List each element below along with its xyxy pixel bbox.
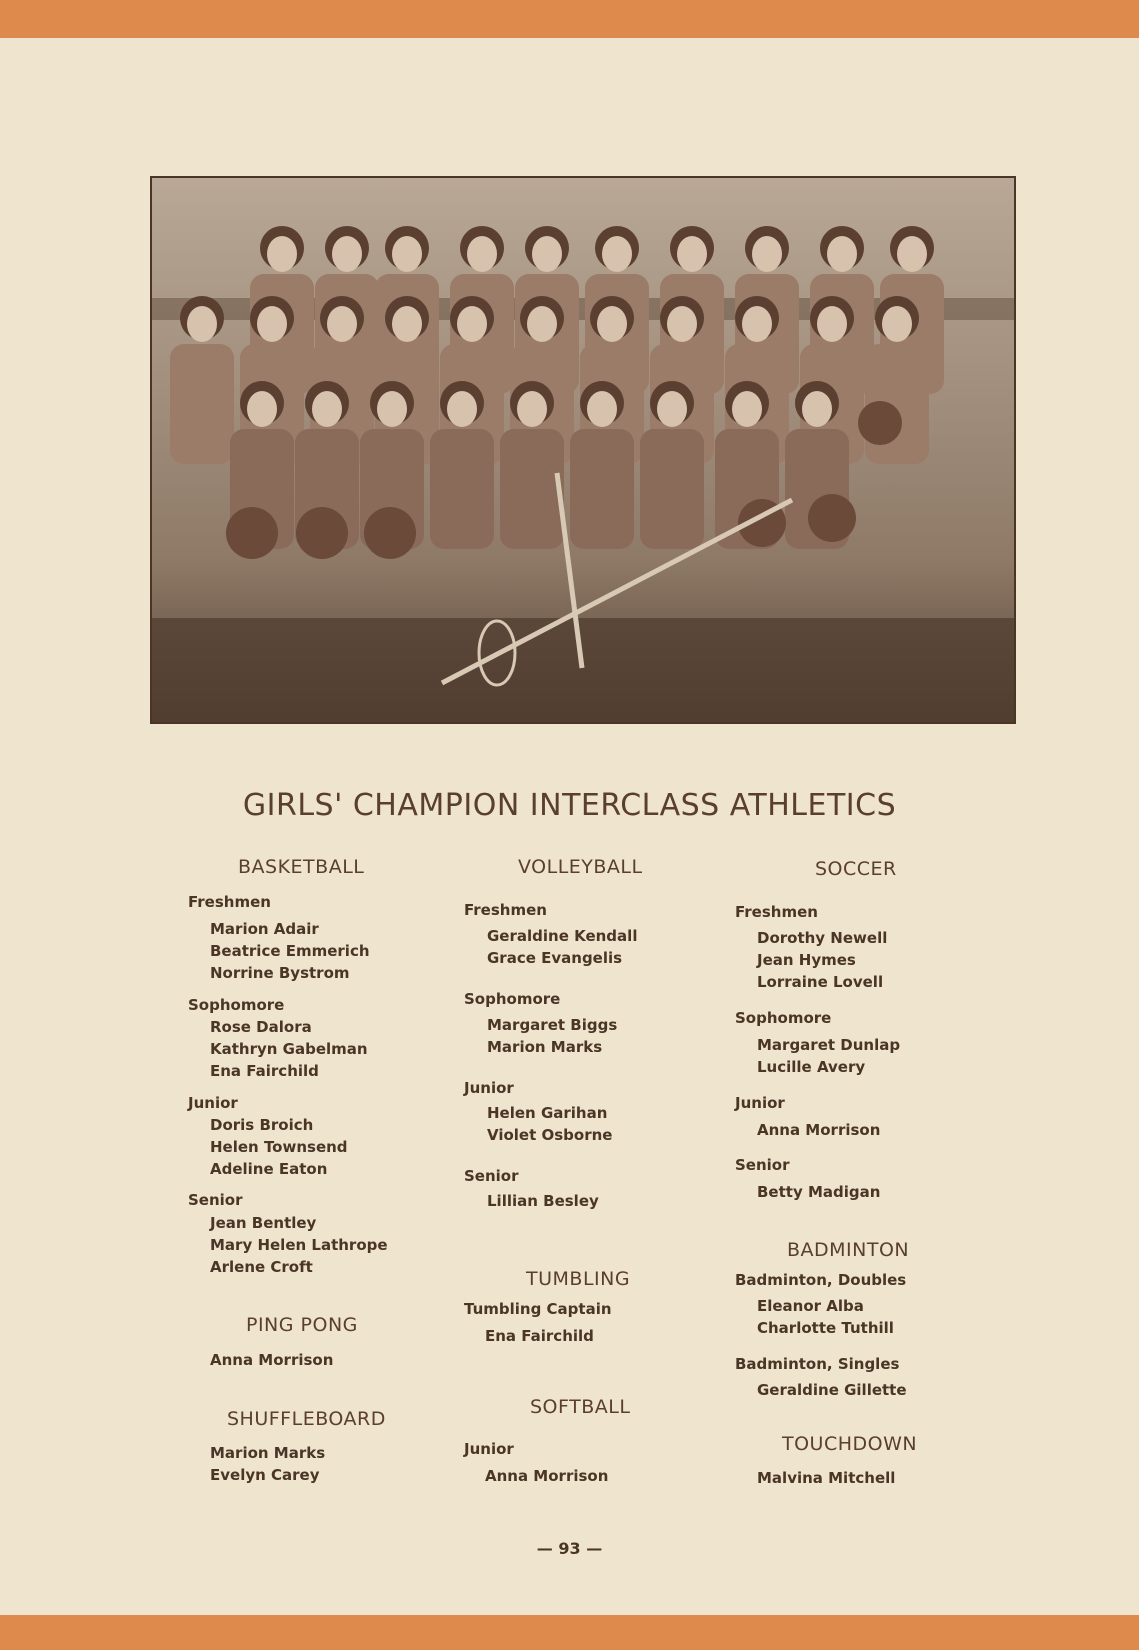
person-face	[752, 236, 782, 272]
tumbling-label: Tumbling Captain	[464, 1300, 612, 1318]
softball-heading: SOFTBALL	[530, 1396, 631, 1418]
person-face	[447, 391, 477, 427]
soccer-group-label: Junior	[735, 1094, 785, 1112]
soccer-name: Anna Morrison	[757, 1121, 881, 1139]
volleyball-group-label: Senior	[464, 1167, 519, 1185]
person-body	[430, 429, 494, 549]
basketball-name: Rose Dalora	[210, 1018, 312, 1036]
person-body	[640, 429, 704, 549]
badminton-name: Geraldine Gillette	[757, 1381, 907, 1399]
person-face	[457, 306, 487, 342]
person-face	[657, 391, 687, 427]
soccer-heading: SOCCER	[815, 858, 897, 880]
top-orange-band	[0, 0, 1139, 38]
basketball-name: Norrine Bystrom	[210, 964, 350, 982]
team-photo	[150, 176, 1016, 724]
softball-label: Junior	[464, 1440, 514, 1458]
page-title: GIRLS' CHAMPION INTERCLASS ATHLETICS	[242, 788, 897, 823]
basketball-name: Adeline Eaton	[210, 1160, 328, 1178]
person-face	[602, 236, 632, 272]
person-face	[247, 391, 277, 427]
shuffleboard-name: Evelyn Carey	[210, 1466, 320, 1484]
basketball-group-label: Sophomore	[188, 996, 285, 1014]
badminton-name: Charlotte Tuthill	[757, 1319, 894, 1337]
basketball-name: Helen Townsend	[210, 1138, 348, 1156]
person-face	[467, 236, 497, 272]
person-face	[377, 391, 407, 427]
soccer-name: Margaret Dunlap	[757, 1036, 901, 1054]
basketball-name: Kathryn Gabelman	[210, 1040, 368, 1058]
basketball-name: Arlene Croft	[210, 1258, 313, 1276]
person-face	[267, 236, 297, 272]
volleyball-name: Margaret Biggs	[487, 1016, 618, 1034]
person-face	[517, 391, 547, 427]
volleyball-name: Lillian Besley	[487, 1192, 599, 1210]
person-face	[827, 236, 857, 272]
volleyball-group-label: Junior	[464, 1079, 514, 1097]
volleyball-group-label: Freshmen	[464, 901, 547, 919]
basketball-name: Mary Helen Lathrope	[210, 1236, 388, 1254]
person-face	[897, 236, 927, 272]
basketball-group-label: Freshmen	[188, 893, 271, 911]
soccer-group-label: Freshmen	[735, 903, 818, 921]
volleyball-name: Violet Osborne	[487, 1126, 613, 1144]
person-face	[527, 306, 557, 342]
tumbling-name: Ena Fairchild	[485, 1327, 594, 1345]
person-face	[187, 306, 217, 342]
volleyball-heading: VOLLEYBALL	[518, 856, 643, 878]
person-body	[170, 344, 234, 464]
bottom-orange-band	[0, 1615, 1139, 1650]
soccer-name: Jean Hymes	[757, 951, 856, 969]
shuffleboard-name: Marion Marks	[210, 1444, 326, 1462]
badminton-heading: BADMINTON	[787, 1239, 910, 1261]
ping-pong-heading: PING PONG	[246, 1314, 358, 1336]
basketball-name: Jean Bentley	[210, 1214, 317, 1232]
badminton-group-label: Badminton, Singles	[735, 1355, 900, 1373]
softball-name: Anna Morrison	[485, 1467, 609, 1485]
touchdown-heading: TOUCHDOWN	[782, 1433, 918, 1455]
person-face	[392, 306, 422, 342]
soccer-name: Lucille Avery	[757, 1058, 866, 1076]
person-face	[532, 236, 562, 272]
soccer-group-label: Sophomore	[735, 1009, 832, 1027]
shuffleboard-heading: SHUFFLEBOARD	[227, 1408, 386, 1430]
volleyball-name: Geraldine Kendall	[487, 927, 638, 945]
person-body	[570, 429, 634, 549]
person-face	[732, 391, 762, 427]
ping-pong-name: Anna Morrison	[210, 1351, 334, 1369]
person-face	[802, 391, 832, 427]
basketball-name: Beatrice Emmerich	[210, 942, 370, 960]
person-face	[597, 306, 627, 342]
person-face	[327, 306, 357, 342]
basketball-group-label: Senior	[188, 1191, 243, 1209]
basketball-heading: BASKETBALL	[238, 856, 365, 878]
page-number: — 93 —	[536, 1539, 603, 1558]
person-face	[392, 236, 422, 272]
basketball-group-label: Junior	[188, 1094, 238, 1112]
person-face	[882, 306, 912, 342]
person-face	[667, 306, 697, 342]
person-face	[587, 391, 617, 427]
person-face	[817, 306, 847, 342]
badminton-name: Eleanor Alba	[757, 1297, 864, 1315]
person-face	[257, 306, 287, 342]
basketball-name: Ena Fairchild	[210, 1062, 319, 1080]
soccer-name: Lorraine Lovell	[757, 973, 884, 991]
touchdown-name: Malvina Mitchell	[757, 1469, 896, 1487]
person-face	[677, 236, 707, 272]
soccer-group-label: Senior	[735, 1156, 790, 1174]
soccer-name: Dorothy Newell	[757, 929, 888, 947]
person-face	[332, 236, 362, 272]
basketball-name: Marion Adair	[210, 920, 319, 938]
badminton-group-label: Badminton, Doubles	[735, 1271, 907, 1289]
volleyball-group-label: Sophomore	[464, 990, 561, 1008]
soccer-name: Betty Madigan	[757, 1183, 881, 1201]
volleyball-name: Helen Garihan	[487, 1104, 608, 1122]
person-body	[500, 429, 564, 549]
basketball-name: Doris Broich	[210, 1116, 314, 1134]
volleyball-name: Grace Evangelis	[487, 949, 623, 967]
person-face	[742, 306, 772, 342]
person-face	[312, 391, 342, 427]
tumbling-heading: TUMBLING	[526, 1268, 631, 1290]
volleyball-name: Marion Marks	[487, 1038, 603, 1056]
